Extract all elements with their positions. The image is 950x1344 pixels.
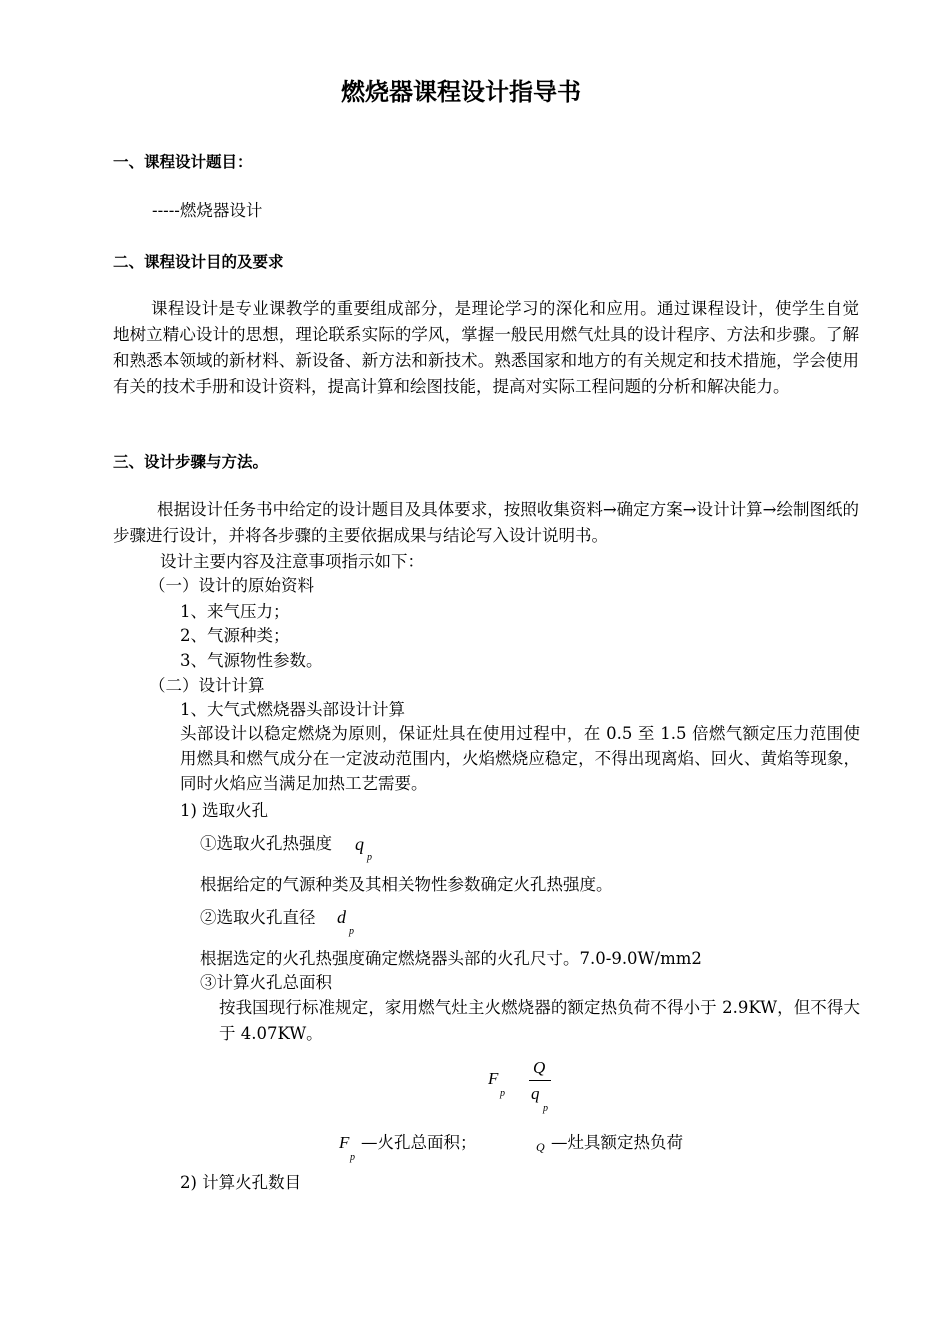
section-2-heading: 二、课程设计目的及要求	[113, 253, 284, 271]
legend-f-text: —火孔总面积；	[361, 1133, 477, 1152]
formula-denominator-subscript: p	[543, 1103, 548, 1114]
part-1-item: 2、气源种类；	[180, 626, 290, 645]
formula-lhs-symbol: F	[488, 1069, 499, 1088]
diameter-symbol: d	[337, 907, 346, 927]
part-1-heading: （一）设计的原始资料	[149, 576, 314, 595]
part-1-item: 1、来气压力；	[180, 602, 290, 621]
sub-1-heading: 1、大气式燃烧器头部设计计算	[180, 700, 405, 719]
heat-intensity-subscript: p	[367, 852, 372, 863]
legend-f-symbol: F	[339, 1133, 350, 1152]
total-area-label: ③计算火孔总面积	[200, 973, 332, 992]
part-1-item: 3、气源物性参数。	[180, 651, 323, 670]
section-1-heading: 一、课程设计题目：	[113, 153, 253, 171]
formula-lhs-subscript: p	[500, 1088, 505, 1099]
step-1-heading: 1) 选取火孔	[180, 801, 269, 820]
section-3-paragraph: 根据设计任务书中给定的设计题目及具体要求，按照收集资料→确定方案→设计计算→绘制图纸的步骤进行设计，并将各步骤的主要依据成果与结论写入设计说明书。	[113, 500, 859, 545]
section-1-content: -----燃烧器设计	[152, 201, 263, 220]
part-2-heading: （二）设计计算	[149, 676, 265, 695]
legend-q-text: —灶具额定热负荷	[551, 1133, 683, 1152]
sub-1-paragraph: 头部设计以稳定燃烧为原则，保证灶具在使用过程中，在 0.5 至 1.5 倍燃气额定压力范围使用燃具和燃气成分在一定波动范围内，火焰燃烧应稳定，不得出现离焰、回火、黄焰等现象，同时火焰应当满足加热工艺需要。	[180, 724, 860, 793]
select-diameter-desc: 根据选定的火孔热强度确定燃烧器头部的火孔尺寸。7.0-9.0W/mm2	[200, 949, 702, 968]
select-heat-intensity-desc: 根据给定的气源种类及其相关物性参数确定火孔热强度。	[200, 875, 613, 894]
heat-intensity-symbol: q	[355, 834, 364, 854]
formula-numerator: Q	[533, 1058, 546, 1077]
section-3-heading: 三、设计步骤与方法。	[113, 453, 269, 471]
diameter-subscript: p	[349, 926, 354, 937]
total-area-paragraph: 按我国现行标准规定，家用燃气灶主火燃烧器的额定热负荷不得小于 2.9KW，但不得大于 4.07KW。	[219, 998, 860, 1043]
section-2-paragraph: 课程设计是专业课教学的重要组成部分，是理论学习的深化和应用。通过课程设计，使学生自觉地树立精心设计的思想，理论联系实际的学风，掌握一般民用燃气灶具的设计程序、方法和步骤。了解和熟悉本领域的新材料、新设备、新方法和新技术。熟悉国家和地方的有关规定和技术措施，学会使用有关的技术手册和设计资料，提高计算和绘图技能，提高对实际工程问题的分析和解决能力。	[113, 299, 859, 396]
formula-denominator: q	[531, 1084, 540, 1103]
page-title: 燃烧器课程设计指导书	[341, 78, 581, 106]
select-heat-intensity-label: ①选取火孔热强度	[200, 834, 332, 853]
formula-fraction-bar	[529, 1080, 551, 1081]
section-3-intro: 设计主要内容及注意事项指示如下：	[160, 552, 424, 571]
step-2-heading: 2) 计算火孔数目	[180, 1173, 302, 1192]
select-diameter-label: ②选取火孔直径	[200, 908, 316, 927]
legend-q-symbol: Q	[536, 1140, 545, 1154]
legend-f-subscript: p	[350, 1152, 355, 1163]
